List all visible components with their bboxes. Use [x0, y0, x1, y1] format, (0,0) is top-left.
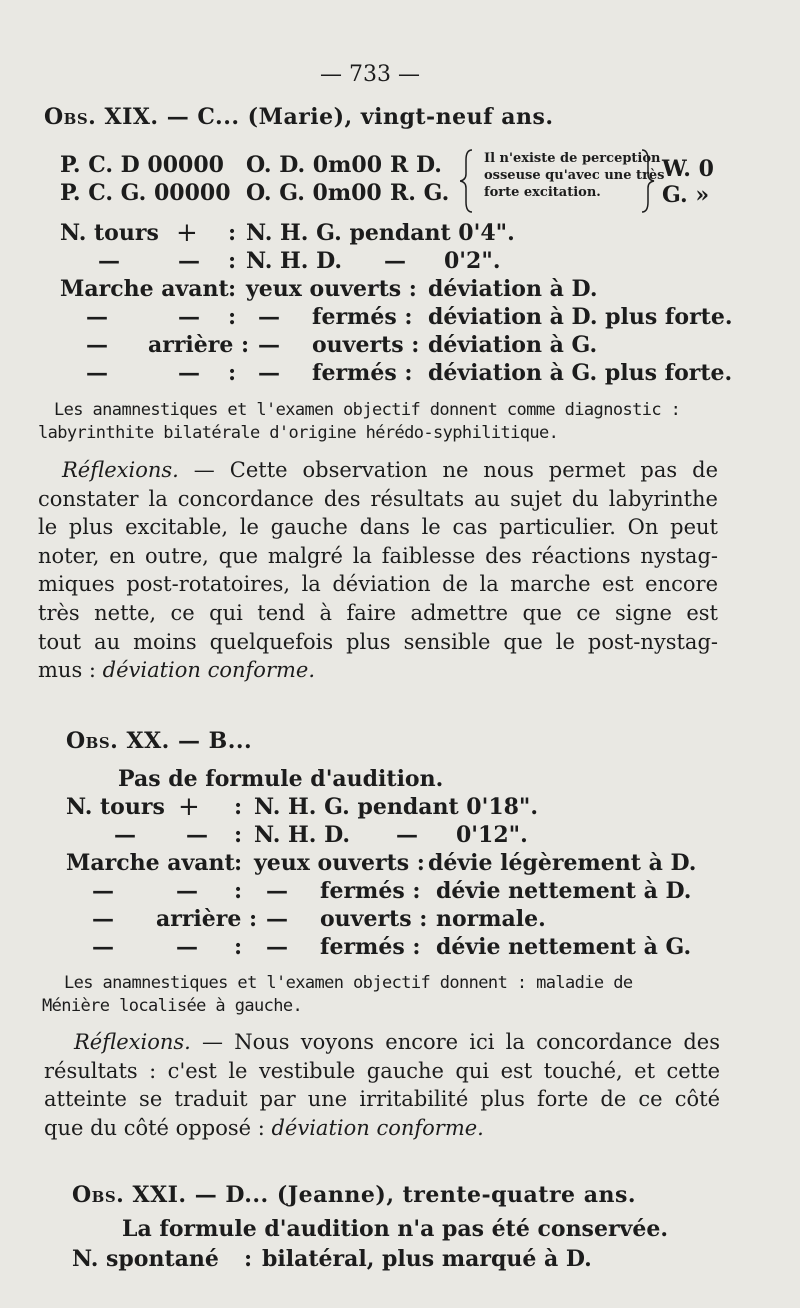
audio-row-1-col-a: P. C. D 00000	[60, 152, 224, 178]
row-colon: :	[234, 850, 243, 876]
row-plus: +	[178, 792, 200, 822]
reflexion-line: Réflexions. — Cette observation ne nous permet pas de	[62, 458, 718, 482]
audio-note-line-1: Il n'existe de perception	[484, 151, 661, 166]
row-colon: :	[228, 276, 237, 302]
obs-19-reflexion	[38, 456, 718, 685]
obs-21-title	[72, 1182, 636, 1208]
row-condition: ouverts :	[312, 332, 420, 358]
row-colon: :	[234, 878, 243, 904]
reflexion-line: très nette, ce qui tend à faire admettre que ce signe est	[38, 600, 718, 625]
row-value: déviation à G.	[428, 332, 598, 358]
row-dash: —	[178, 304, 200, 330]
reflexion-line: le plus excitable, le gauche dans le cas particulier. On peut	[38, 515, 718, 540]
audio-right-w: W. 0	[662, 156, 714, 182]
row-dash: —	[86, 360, 108, 386]
reflexion-conclusion: déviation conforme.	[102, 658, 316, 683]
reflexion-line: atteinte se traduit par une irritabilité plus forte de ce côté	[44, 1087, 720, 1112]
row-dash: —	[266, 934, 288, 960]
audio-note-line-2: osseuse qu'avec une très	[484, 168, 665, 183]
audio-note	[484, 150, 665, 201]
row-dash: —	[258, 304, 280, 330]
reflexion-line: que du côté opposé : déviation conforme.	[44, 1115, 484, 1140]
row-dash: —	[92, 878, 114, 904]
audio-row-2-col-a: P. C. G. 00000	[60, 180, 231, 206]
row-label: N. tours	[60, 220, 159, 246]
obs-21-label: Obs. XXI.	[72, 1182, 187, 1208]
row-dash: —	[92, 934, 114, 960]
obs-20-label: Obs. XX.	[66, 728, 170, 754]
obs-19-note-line-2: labyrinthite bilatérale d'origine hérédo-syphilitique.	[38, 423, 559, 443]
audio-row-1-col-b: O. D. 0m00	[246, 152, 383, 178]
row-condition: fermés :	[312, 304, 413, 330]
obs-21-row-label: N. spontané	[72, 1246, 219, 1272]
row-dash: —	[92, 906, 114, 932]
reflexion-line: mus : déviation conforme.	[38, 658, 316, 683]
obs-21-row-colon: :	[244, 1246, 253, 1272]
reflexion-line: Réflexions. — Nous voyons encore ici la concordance des	[74, 1030, 720, 1054]
row-dash: —	[176, 878, 198, 904]
audio-row-1-col-c: R D.	[390, 152, 442, 178]
row-condition: fermés :	[320, 934, 421, 960]
page-number: — 733 —	[320, 62, 420, 87]
row-label: Marche avant	[60, 276, 229, 302]
row-value: 0'12".	[456, 822, 528, 848]
obs-20-title	[66, 728, 252, 754]
reflexion-line: noter, en outre, que malgré la faiblesse des réactions nystag-	[38, 543, 718, 568]
row-dash: —	[178, 360, 200, 386]
row-dash: —	[186, 822, 208, 848]
obs-19-title	[44, 104, 554, 130]
obs-20-patient: — B...	[177, 728, 253, 754]
row-dash: —	[178, 248, 200, 274]
row-condition: yeux ouverts :	[254, 850, 425, 876]
row-value: déviation à D. plus forte.	[428, 304, 733, 330]
row-dash: —	[266, 878, 288, 904]
reflexion-label: Réflexions.	[62, 458, 179, 482]
row-value: dévie nettement à G.	[436, 934, 692, 960]
row-value: N. H. G. pendant 0'18".	[254, 794, 539, 820]
row-value: N. H. D.	[246, 248, 343, 274]
obs-19-note-line-1: Les anamnestiques et l'examen objectif donnent comme diagnostic :	[54, 400, 681, 420]
row-value: dévie légèrement à D.	[428, 850, 697, 876]
obs-20-subtitle: Pas de formule d'audition.	[118, 766, 444, 792]
obs-20-reflexion	[44, 1028, 720, 1142]
row-value: 0'2".	[444, 248, 501, 274]
row-condition: yeux ouverts :	[246, 276, 417, 302]
row-colon: :	[234, 794, 243, 820]
obs-19-label: Obs. XIX.	[44, 104, 159, 130]
row-dash: —	[396, 822, 418, 848]
row-condition: ouverts :	[320, 906, 428, 932]
row-value: normale.	[436, 906, 546, 932]
row-value: N. H. G. pendant 0'4".	[246, 220, 515, 246]
row-label: N. tours	[66, 794, 165, 820]
row-dash: —	[86, 304, 108, 330]
row-value: déviation à G. plus forte.	[428, 360, 733, 386]
row-colon: :	[228, 360, 237, 386]
reflexion-line: miques post-rotatoires, la déviation de la marche est encore	[38, 572, 718, 597]
audio-row-2-col-b: O. G. 0m00	[246, 180, 382, 206]
row-label: arrière :	[156, 906, 258, 932]
obs-19-patient: — C... (Marie), vingt-neuf ans.	[166, 104, 554, 130]
row-colon: :	[228, 304, 237, 330]
reflexion-label: Réflexions.	[74, 1030, 191, 1054]
obs-20-note-line-1: Les anamnestiques et l'examen objectif donnent : maladie de	[64, 973, 633, 993]
reflexion-line: résultats : c'est le vestibule gauche qui est touché, et cette	[44, 1058, 720, 1083]
reflexion-line: tout au moins quelquefois plus sensible que le post-nystag-	[38, 629, 718, 654]
row-colon: :	[228, 248, 237, 274]
reflexion-conclusion: déviation conforme.	[271, 1115, 484, 1140]
row-dash: —	[266, 906, 288, 932]
reflexion-line: constater la concordance des résultats au sujet du labyrinthe	[38, 486, 718, 511]
obs-21-row-value: bilatéral, plus marqué à D.	[262, 1246, 592, 1272]
obs-21-patient: — D... (Jeanne), trente-quatre ans.	[194, 1182, 637, 1208]
row-dash: —	[258, 332, 280, 358]
row-value: déviation à D.	[428, 276, 598, 302]
row-colon: :	[234, 822, 243, 848]
row-value: N. H. D.	[254, 822, 351, 848]
row-colon: :	[228, 220, 237, 246]
obs-21-subtitle: La formule d'audition n'a pas été conservée.	[122, 1216, 668, 1242]
row-colon: :	[234, 934, 243, 960]
row-dash: —	[258, 360, 280, 386]
row-condition: fermés :	[312, 360, 413, 386]
row-dash: —	[98, 248, 120, 274]
audio-row-2-col-c: R. G.	[390, 180, 450, 206]
row-dash: —	[86, 332, 108, 358]
row-value: dévie nettement à D.	[436, 878, 692, 904]
row-label: arrière :	[148, 332, 250, 358]
row-dash: —	[114, 822, 136, 848]
row-condition: fermés :	[320, 878, 421, 904]
audio-note-line-3: forte excitation.	[484, 185, 601, 200]
audio-right-g: G. »	[662, 182, 710, 208]
row-label: Marche avant	[66, 850, 235, 876]
obs-20-note-line-2: Ménière localisée à gauche.	[42, 996, 303, 1016]
row-dash: —	[384, 248, 406, 274]
row-dash: —	[176, 934, 198, 960]
row-plus: +	[176, 218, 198, 248]
